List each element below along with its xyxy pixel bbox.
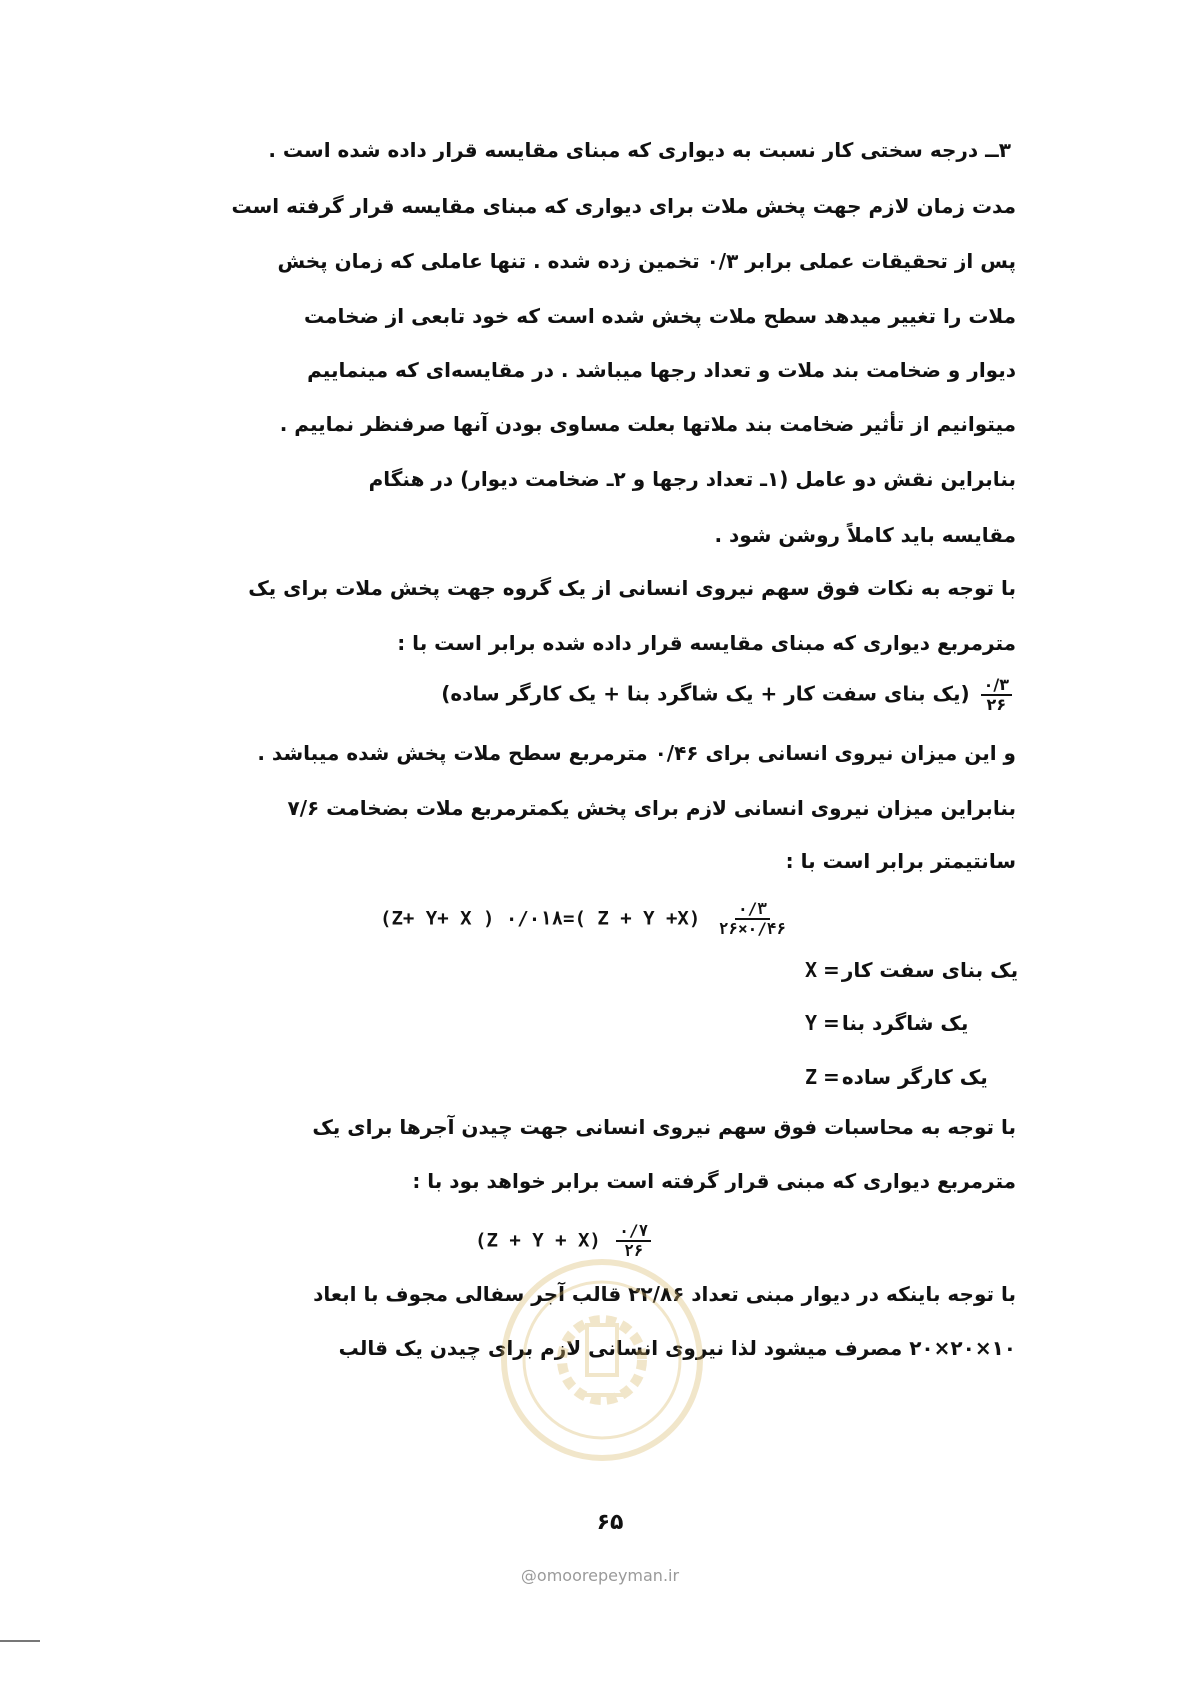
variable-definition-x: [805, 955, 1018, 985]
watermark-text: @omoorepeyman.ir: [520, 1566, 680, 1585]
text-line: سانتیمتر برابر است با :: [785, 849, 1016, 873]
text-line: ملات را تغییر میدهد سطح ملات پخش شده است که خود تابعی از ضخامت: [304, 304, 1016, 328]
formula-numerator: ۰/۷: [616, 1222, 651, 1242]
text-line: و این میزان نیروی انسانی برای ۰/۴۶ مترمربع سطح ملات پخش شده میباشد .: [257, 741, 1016, 765]
variable-symbol: X: [805, 958, 818, 982]
text-line: با توجه به نکات فوق سهم نیروی انسانی از یک گروه جهت پخش ملات برای یک: [248, 576, 1016, 600]
fraction: [981, 676, 1012, 714]
text-line: با توجه به محاسبات فوق سهم نیروی انسانی جهت چیدن آجرها برای یک: [312, 1115, 1016, 1139]
fraction-numerator: ۰/۳: [981, 676, 1012, 696]
variable-equals: =: [823, 1065, 840, 1089]
formula-fraction: [716, 900, 789, 938]
formula-numerator: ۰/۳: [735, 900, 770, 920]
formula-denominator: ۲۶: [624, 1241, 644, 1260]
fraction-denominator: ۲۶: [986, 695, 1007, 714]
text-line: با توجه باینکه در دیوار مبنی تعداد ۲۲/۸۶ قالب آجر سفالی مجوف با ابعاد: [313, 1282, 1016, 1306]
text-line: مقایسه باید کاملاً روشن شود .: [714, 523, 1016, 547]
text-line: مترمربع دیواری که مبنی قرار گرفته است برابر خواهد بود با :: [412, 1169, 1016, 1193]
group-expression: [441, 676, 1016, 714]
variable-equals: =: [823, 958, 840, 982]
text-line: بنابراین نقش دو عامل (۱ـ تعداد رجها و ۲ـ ضخامت دیوار) در هنگام: [368, 467, 1016, 491]
text-line: بنابراین میزان نیروی انسانی لازم برای پخش یکمترمربع ملات بضخامت ۷/۶: [287, 796, 1016, 820]
text-line: ۳ــ درجه سختی کار نسبت به دیواری که مبنای مقایسه قرار داده شده است .: [268, 138, 1011, 162]
variable-text: یک شاگرد بنا: [841, 1011, 969, 1035]
variable-symbol: Z: [805, 1065, 818, 1089]
watermark-seal-icon: [497, 1255, 707, 1465]
text-line: ۱۰×۲۰×۲۰ مصرف میشود لذا نیروی انسانی لازم برای چیدن یک قالب: [338, 1336, 1016, 1360]
variable-equals: =: [823, 1011, 840, 1035]
variable-text: یک کارگر ساده: [841, 1065, 988, 1089]
variable-definition-y: [805, 1008, 968, 1038]
text-line: مترمربع دیواری که مبنای مقایسه قرار داده شده برابر است با :: [397, 631, 1016, 655]
margin-mark: [0, 1640, 40, 1642]
formula-manpower-per-sqm: [380, 900, 793, 938]
variable-text: یک بنای سفت کار: [841, 958, 1019, 982]
formula-lhs: (Z + Y + X): [475, 1229, 601, 1252]
group-text: (یک بنای سفت کار + یک شاگرد بنا + یک کارگر ساده): [441, 681, 970, 706]
formula-denominator: ۲۶×۰/۴۶: [718, 919, 787, 938]
variable-definition-z: [805, 1062, 988, 1092]
text-line: دیوار و ضخامت بند ملات و تعداد رجها میباشد . در مقایسه‌ای که مینماییم: [307, 358, 1016, 382]
page-number: ۶۵: [596, 1510, 624, 1535]
text-line: مدت زمان لازم جهت پخش ملات برای دیواری که مبنای مقایسه قرار گرفته است: [231, 194, 1016, 218]
variable-symbol: Y: [805, 1011, 818, 1035]
formula-lhs: (Z+ Y+ X ) ۰/۰۱۸=( Z + Y +X): [380, 907, 701, 930]
text-line: پس از تحقیقات عملی برابر ۰/۳ تخمین زده شده . تنها عاملی که زمان پخش: [277, 249, 1016, 273]
text-line: میتوانیم از تأثیر ضخامت بند ملاتها بعلت مساوی بودن آنها صرفنظر نماییم .: [279, 412, 1016, 436]
